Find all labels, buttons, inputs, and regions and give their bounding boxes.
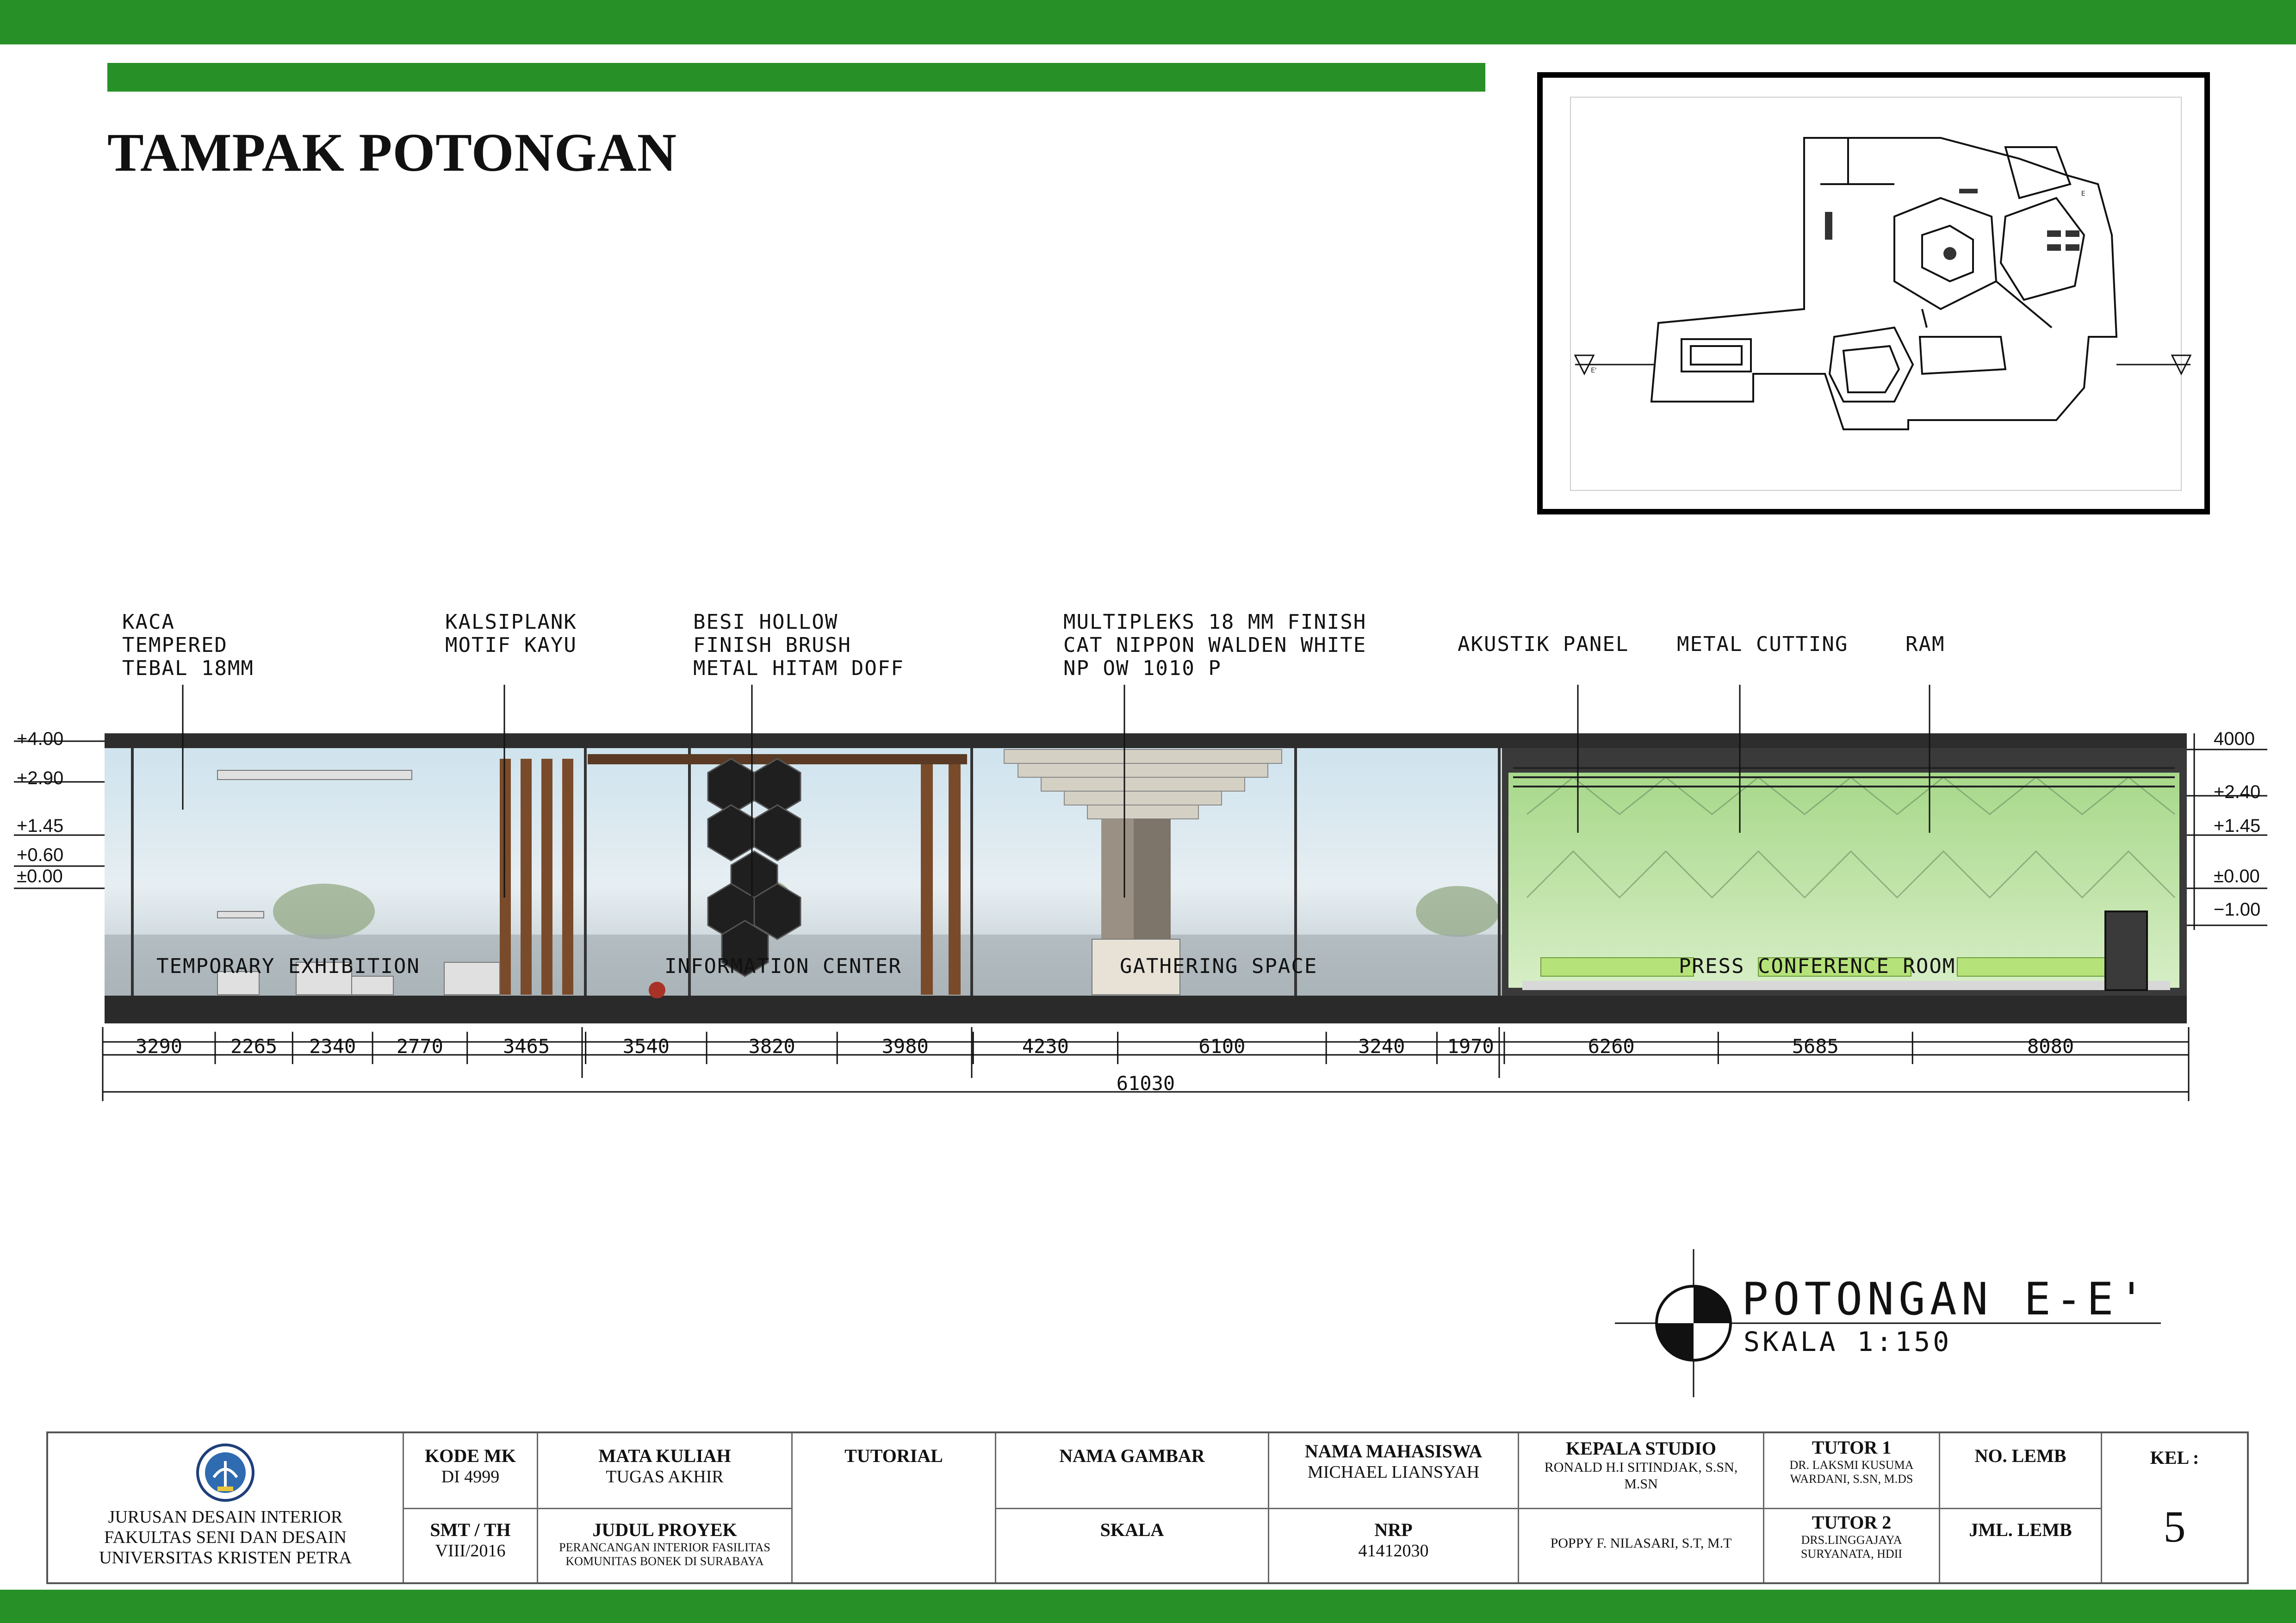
sheet-title: TAMPAK POTONGAN xyxy=(107,122,677,183)
top-band xyxy=(0,0,2296,44)
title-underline-bar xyxy=(107,63,1485,92)
section-mark-scale: SKALA 1:150 xyxy=(1744,1326,1952,1357)
callout-kaca: KACA TEMPERED TEBAL 18MM xyxy=(122,610,254,680)
roof-slab xyxy=(105,733,2187,748)
level-right: +1.45 xyxy=(2214,816,2261,836)
dimension-value: 2340 xyxy=(309,1035,356,1058)
nrp-cell xyxy=(1268,1508,1518,1582)
kel-value: 5 xyxy=(2163,1502,2186,1551)
dimension-value: 3290 xyxy=(135,1035,183,1058)
svg-text:E: E xyxy=(2081,190,2085,198)
tutor-1-value: DR. LAKSMI KUSUMA WARDANI, S.SN, M.DS xyxy=(1789,1458,1914,1486)
dimension-chain xyxy=(0,1018,2296,1120)
zone-label: PRESS CONFERENCE ROOM xyxy=(1679,954,1956,978)
level-right: 4000 xyxy=(2214,729,2255,749)
tutor-1-label: TUTOR 1 xyxy=(1812,1437,1892,1458)
tutor-2-cell xyxy=(1763,1508,1939,1582)
kepala-studio-2-cell xyxy=(1518,1508,1763,1582)
tutorial-label: TUTORIAL xyxy=(844,1445,943,1466)
zone-label: INFORMATION CENTER xyxy=(664,954,902,978)
title-block xyxy=(46,1431,2249,1584)
smt-label: SMT / TH xyxy=(430,1519,511,1540)
kepala-studio-label: KEPALA STUDIO xyxy=(1566,1438,1716,1459)
dimension-value: 3540 xyxy=(622,1035,670,1058)
section-mark-name: POTONGAN E-E' xyxy=(1742,1273,2150,1325)
mata-kuliah-cell xyxy=(537,1433,791,1508)
skala-cell xyxy=(995,1508,1268,1582)
judul-value: PERANCANGAN INTERIOR FASILITAS KOMUNITAS BONEK DI SURABAYA xyxy=(559,1541,770,1568)
svg-text:E': E' xyxy=(1591,367,1597,374)
total-dimension-value: 61030 xyxy=(1116,1072,1175,1095)
callout-kalsiplank: KALSIPLANK MOTIF KAYU xyxy=(445,610,577,657)
key-plan-drawing xyxy=(1543,78,2204,509)
level-left: +2.90 xyxy=(17,768,64,788)
institution-line: FAKULTAS SENI DAN DESAIN xyxy=(104,1528,347,1547)
dimension-value: 2265 xyxy=(230,1035,278,1058)
level-left: +1.45 xyxy=(17,816,64,836)
nrp-value: 41412030 xyxy=(1358,1541,1429,1561)
callout-multipleks: MULTIPLEKS 18 MM FINISH CAT NIPPON WALDEN WHITE NP OW 1010 P xyxy=(1063,610,1367,680)
tutorial-cell xyxy=(791,1433,995,1582)
bottom-band xyxy=(0,1590,2296,1623)
kepala-studio-cell xyxy=(1518,1433,1763,1508)
callout-besi-hollow: BESI HOLLOW FINISH BRUSH METAL HITAM DOFF xyxy=(693,610,904,680)
dimension-value: 6100 xyxy=(1198,1035,1246,1058)
mahasiswa-label: NAMA MAHASISWA xyxy=(1304,1441,1483,1462)
nrp-label: NRP xyxy=(1374,1519,1413,1540)
kepala-studio-value: RONALD H.I SITINDJAK, S.SN, M.SN xyxy=(1544,1460,1738,1492)
tutor-2-label: TUTOR 2 xyxy=(1812,1512,1892,1533)
kel-cell xyxy=(2101,1433,2247,1582)
dimension-value: 3240 xyxy=(1358,1035,1405,1058)
tutor-1-cell xyxy=(1763,1433,1939,1508)
callout-akustik: AKUSTIK PANEL xyxy=(1458,632,1629,656)
judul-cell xyxy=(537,1508,791,1582)
level-right: ±0.00 xyxy=(2214,866,2260,886)
mahasiswa-cell xyxy=(1268,1433,1518,1508)
level-left: +4.00 xyxy=(17,729,64,749)
jml-lemb-cell xyxy=(1939,1508,2101,1582)
jml-lemb-label: JML. LEMB xyxy=(1969,1519,2072,1540)
level-right: +2.40 xyxy=(2214,782,2261,802)
kode-mk-cell xyxy=(403,1433,537,1508)
zone-label: GATHERING SPACE xyxy=(1120,954,1318,978)
kode-mk-label: KODE MK xyxy=(425,1445,516,1466)
no-lemb-label: NO. LEMB xyxy=(1974,1445,2066,1466)
institution-line: UNIVERSITAS KRISTEN PETRA xyxy=(99,1548,352,1567)
dimension-value: 6260 xyxy=(1588,1035,1635,1058)
dimension-value: 1970 xyxy=(1447,1035,1494,1058)
dimension-value: 3980 xyxy=(881,1035,929,1058)
kode-mk-value: DI 4999 xyxy=(441,1467,500,1487)
kepala-studio-2-value: POPPY F. NILASARI, S.T, M.T xyxy=(1550,1536,1732,1551)
mahasiswa-value: MICHAEL LIANSYAH xyxy=(1307,1462,1480,1482)
callout-ram: RAM xyxy=(1905,632,1945,656)
mata-kuliah-label: MATA KULIAH xyxy=(598,1445,731,1466)
nama-gambar-cell xyxy=(995,1433,1268,1508)
dimension-value: 3465 xyxy=(503,1035,550,1058)
dimension-value: 5685 xyxy=(1792,1035,1839,1058)
callout-metal-cutting: METAL CUTTING xyxy=(1677,632,1849,656)
institution-line: JURUSAN DESAIN INTERIOR xyxy=(108,1507,343,1527)
university-logo xyxy=(195,1443,255,1503)
dimension-value: 4230 xyxy=(1022,1035,1069,1058)
no-lemb-cell xyxy=(1939,1433,2101,1508)
smt-value: VIII/2016 xyxy=(435,1541,506,1561)
tutor-2-value: DRS.LINGGAJAYA SURYANATA, HDII xyxy=(1801,1533,1902,1561)
nama-gambar-label: NAMA GAMBAR xyxy=(1059,1445,1205,1466)
zone-label: TEMPORARY EXHIBITION xyxy=(156,954,420,978)
level-left: +0.60 xyxy=(17,845,64,865)
skala-label: SKALA xyxy=(1100,1519,1164,1540)
level-right: −1.00 xyxy=(2214,899,2261,920)
dimension-value: 8080 xyxy=(2027,1035,2074,1058)
kel-label: KEL : xyxy=(2150,1447,2199,1468)
level-left: ±0.00 xyxy=(17,866,63,886)
mata-kuliah-value: TUGAS AKHIR xyxy=(606,1467,724,1487)
institution-cell xyxy=(48,1433,403,1582)
judul-label: JUDUL PROYEK xyxy=(592,1519,737,1540)
dimension-value: 3820 xyxy=(748,1035,795,1058)
dimension-value: 2770 xyxy=(396,1035,443,1058)
key-plan xyxy=(1537,72,2210,514)
smt-cell xyxy=(403,1508,537,1582)
